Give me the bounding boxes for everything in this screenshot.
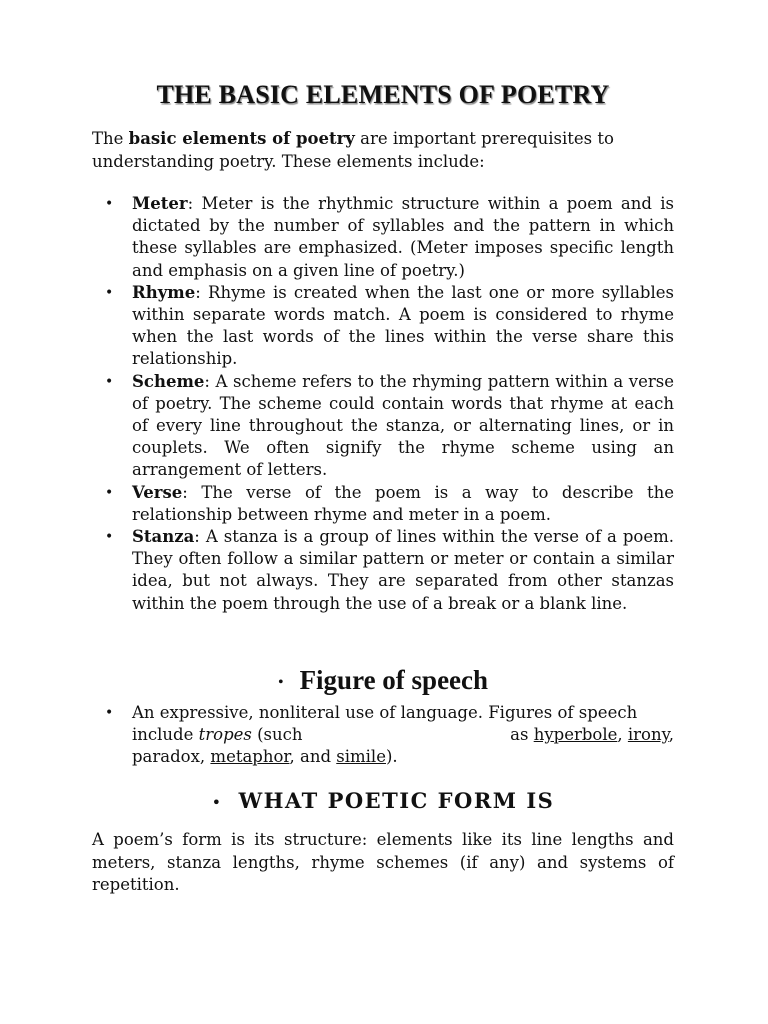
fos-as-group [510,724,674,746]
bullet-icon: • [105,196,114,212]
intro-post: are important prerequisites to understanding poetry. These elements include: [92,129,614,171]
element-definition: : A stanza is a group of lines within the verse of a poem. They often follow a similar pattern or meter or contain a similar idea, but not always. They are separated from other stanzas within the poem through the use of a break or a blank line. [132,527,674,613]
element-definition: : The verse of the poem is a way to describe the relationship between rhyme and meter in a poem. [132,482,674,524]
simile-link[interactable]: simile [336,747,386,767]
element-definition: : Rhyme is created when the last one or more syllables within separate words match. A poem is considered to rhyme when the last words of the lines within the verse share this relationship. [132,282,674,369]
intro-bold-phrase: basic elements of poetry [128,129,355,148]
element-item-meter [92,193,674,282]
figure-of-speech-heading-text: Figure of speech [299,664,489,695]
poetic-form-paragraph: A poem’s form is its structure: elements like its line lengths and meters, stanza lengths, rhyme schemes (if any) and systems of repetition. [92,830,674,895]
element-item-rhyme [92,282,674,371]
fos-as: as [510,725,534,745]
element-term: Scheme [132,371,205,391]
figure-of-speech-definition [92,702,674,769]
fos-and: , and [289,747,337,767]
element-term: Meter [132,194,188,213]
poetic-form-heading [92,788,674,813]
elements-list [92,193,674,615]
intro-pre: The [92,129,129,148]
fos-include: include [132,725,199,745]
element-term: Rhyme [132,282,196,302]
bullet-icon: • [105,284,114,301]
element-term: Stanza [132,527,195,547]
poetic-form-heading-text: WHAT POETIC FORM IS [238,788,555,814]
bullet-icon: • [105,484,114,501]
figure-of-speech-heading [92,665,674,696]
element-item-scheme [92,371,674,482]
element-item-verse [92,482,674,526]
element-term: Verse [132,482,183,502]
document-title: THE BASIC ELEMENTS OF POETRY [156,80,610,109]
fos-line-2 [132,724,674,746]
tropes-term: tropes [198,725,252,745]
bullet-icon: • [105,529,114,546]
fos-paradox: paradox, [132,747,211,767]
metaphor-link[interactable]: metaphor [210,747,290,767]
intro-paragraph [92,128,674,173]
bullet-icon: • [211,793,223,813]
bullet-icon: • [105,704,114,721]
fos-include-group [132,724,303,746]
document-page [92,80,674,897]
element-definition: : Meter is the rhythmic structure within a poem and is dictated by the number of syllables and the pattern in which these syllables are emphasized. (Meter imposes specific length and emphasis on a given line of poetry.) [132,194,674,280]
element-definition: : A scheme refers to the rhyming pattern within a verse of poetry. The scheme could contain words that rhyme at each of every line throughout the stanza, or alternating lines, or in couplets. We often signify the rhyme scheme using an arrangement of letters. [132,371,674,480]
fos-such: (such [251,725,303,745]
bullet-icon: • [105,373,114,390]
element-item-stanza [92,526,674,615]
fos-end: ). [385,747,398,767]
fos-comma-1: , [617,725,628,745]
bullet-icon: • [277,673,284,691]
fos-line-1: An expressive, nonliteral use of language. Figures of speech [132,702,638,722]
hyperbole-link[interactable]: hyperbole [533,725,618,745]
fos-comma-2: , [668,725,674,745]
irony-link[interactable]: irony [627,725,669,745]
fos-line-3 [132,746,674,768]
